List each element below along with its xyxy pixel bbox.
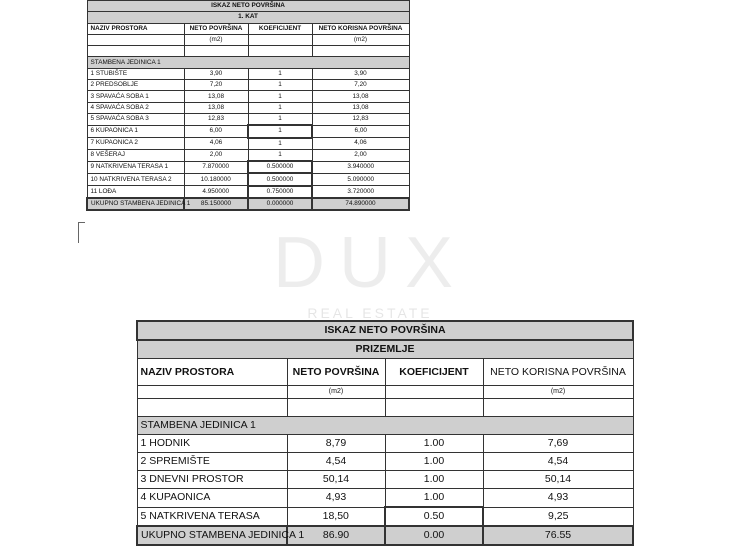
total-coef: 0.00 — [385, 526, 483, 545]
row-name: 8 VEŠERAJ — [87, 149, 184, 161]
table-row — [87, 138, 409, 150]
row-coef: 1.00 — [385, 471, 483, 489]
row-useful: 2,00 — [312, 149, 409, 161]
row-useful: 13,08 — [312, 102, 409, 113]
total-name: UKUPNO STAMBENA JEDINICA 1 — [137, 526, 287, 545]
table-row — [87, 186, 409, 198]
row-coef: 1 — [248, 149, 312, 161]
units-area: (m2) — [184, 34, 248, 45]
row-area: 3,90 — [184, 68, 248, 79]
table-row — [87, 149, 409, 161]
row-coef: 1 — [248, 125, 312, 137]
row-area: 50,14 — [287, 471, 385, 489]
row-name: 3 SPAVAĆA SOBA 1 — [87, 91, 184, 102]
row-name: 5 NATKRIVENA TERASA — [137, 507, 287, 526]
scan-mark — [78, 222, 85, 243]
row-area: 2,00 — [184, 149, 248, 161]
table-prizemlje — [136, 320, 634, 546]
row-name: 1 HODNIK — [137, 435, 287, 453]
row-area: 7,20 — [184, 80, 248, 91]
row-area: 7.870000 — [184, 161, 248, 173]
table-title: ISKAZ NETO POVRŠINA — [137, 321, 633, 340]
row-coef: 0.50 — [385, 507, 483, 526]
table-row — [137, 453, 633, 471]
table-row — [137, 471, 633, 489]
row-name: 9 NATKRIVENA TERASA 1 — [87, 161, 184, 173]
row-name: 5 SPAVAĆA SOBA 3 — [87, 113, 184, 125]
units-useful: (m2) — [312, 34, 409, 45]
header-coef: KOEFICIJENT — [385, 359, 483, 386]
row-area: 4.950000 — [184, 186, 248, 198]
header-useful: NETO KORISNA POVRŠINA — [483, 359, 633, 386]
row-coef: 1 — [248, 113, 312, 125]
row-coef: 1.00 — [385, 435, 483, 453]
table-row — [137, 435, 633, 453]
table-1-kat — [86, 0, 410, 211]
table-row — [87, 125, 409, 137]
row-area: 4,93 — [287, 489, 385, 508]
row-name: 2 SPREMIŠTE — [137, 453, 287, 471]
table-row — [87, 68, 409, 79]
total-useful: 76.55 — [483, 526, 633, 545]
row-useful: 7,20 — [312, 80, 409, 91]
row-coef: 1.00 — [385, 489, 483, 508]
table-row — [87, 113, 409, 125]
row-useful: 4,93 — [483, 489, 633, 508]
row-coef: 1.00 — [385, 453, 483, 471]
header-coef: KOEFICIJENT — [248, 23, 312, 34]
total-coef: 0.000000 — [248, 198, 312, 210]
table-row — [87, 102, 409, 113]
row-coef: 0.500000 — [248, 161, 312, 173]
row-area: 4,54 — [287, 453, 385, 471]
row-useful: 3.720000 — [312, 186, 409, 198]
table-row — [137, 489, 633, 508]
units-name — [87, 34, 184, 45]
units-useful: (m2) — [483, 386, 633, 399]
table-row — [137, 507, 633, 526]
total-row — [137, 526, 633, 545]
units-coef — [385, 386, 483, 399]
row-coef: 1 — [248, 80, 312, 91]
table-row — [87, 161, 409, 173]
total-row — [87, 198, 409, 210]
table-subtitle: PRIZEMLJE — [137, 340, 633, 359]
row-useful: 7,69 — [483, 435, 633, 453]
row-useful: 3,90 — [312, 68, 409, 79]
row-name: 3 DNEVNI PROSTOR — [137, 471, 287, 489]
units-name — [137, 386, 287, 399]
row-name: 1 STUBIŠTE — [87, 68, 184, 79]
total-area: 85.150000 — [184, 198, 248, 210]
row-coef: 1 — [248, 102, 312, 113]
section-label: STAMBENA JEDINICA 1 — [137, 417, 633, 435]
header-name: NAZIV PROSTORA — [87, 23, 184, 34]
row-name: 11 LOĐA — [87, 186, 184, 198]
watermark-subtext: REAL ESTATE — [307, 305, 433, 321]
row-coef: 1 — [248, 138, 312, 150]
row-area: 10.180000 — [184, 173, 248, 185]
row-useful: 13,08 — [312, 91, 409, 102]
row-coef: 1 — [248, 91, 312, 102]
row-area: 13,08 — [184, 102, 248, 113]
watermark-logo: DUX — [272, 223, 467, 303]
row-useful: 4,54 — [483, 453, 633, 471]
row-name: 4 KUPAONICA — [137, 489, 287, 508]
row-coef: 0.750000 — [248, 186, 312, 198]
row-area: 8,79 — [287, 435, 385, 453]
row-area: 13,08 — [184, 91, 248, 102]
row-coef: 0.500000 — [248, 173, 312, 185]
table-row — [87, 91, 409, 102]
row-coef: 1 — [248, 68, 312, 79]
total-area: 86.90 — [287, 526, 385, 545]
row-name: 7 KUPAONICA 2 — [87, 138, 184, 150]
row-area: 6,00 — [184, 125, 248, 137]
row-useful: 9,25 — [483, 507, 633, 526]
row-area: 18,50 — [287, 507, 385, 526]
header-useful: NETO KORISNA POVRŠINA — [312, 23, 409, 34]
row-useful: 5.090000 — [312, 173, 409, 185]
row-name: 6 KUPAONICA 1 — [87, 125, 184, 137]
row-useful: 3.940000 — [312, 161, 409, 173]
units-coef — [248, 34, 312, 45]
header-area: NETO POVRŠINA — [184, 23, 248, 34]
row-useful: 12,83 — [312, 113, 409, 125]
row-area: 4,06 — [184, 138, 248, 150]
row-useful: 50,14 — [483, 471, 633, 489]
row-useful: 4,06 — [312, 138, 409, 150]
row-name: 2 PREDSOBLJE — [87, 80, 184, 91]
table-row — [87, 80, 409, 91]
row-area: 12,83 — [184, 113, 248, 125]
table-row — [87, 173, 409, 185]
table-title: ISKAZ NETO POVRŠINA — [87, 1, 409, 12]
header-area: NETO POVRŠINA — [287, 359, 385, 386]
units-area: (m2) — [287, 386, 385, 399]
total-name: UKUPNO STAMBENA JEDINICA 1 — [87, 198, 184, 210]
row-name: 10 NATKRIVENA TERASA 2 — [87, 173, 184, 185]
table-subtitle: 1. KAT — [87, 12, 409, 23]
row-useful: 6,00 — [312, 125, 409, 137]
total-useful: 74.890000 — [312, 198, 409, 210]
header-name: NAZIV PROSTORA — [137, 359, 287, 386]
row-name: 4 SPAVAĆA SOBA 2 — [87, 102, 184, 113]
section-label: STAMBENA JEDINICA 1 — [87, 57, 409, 68]
